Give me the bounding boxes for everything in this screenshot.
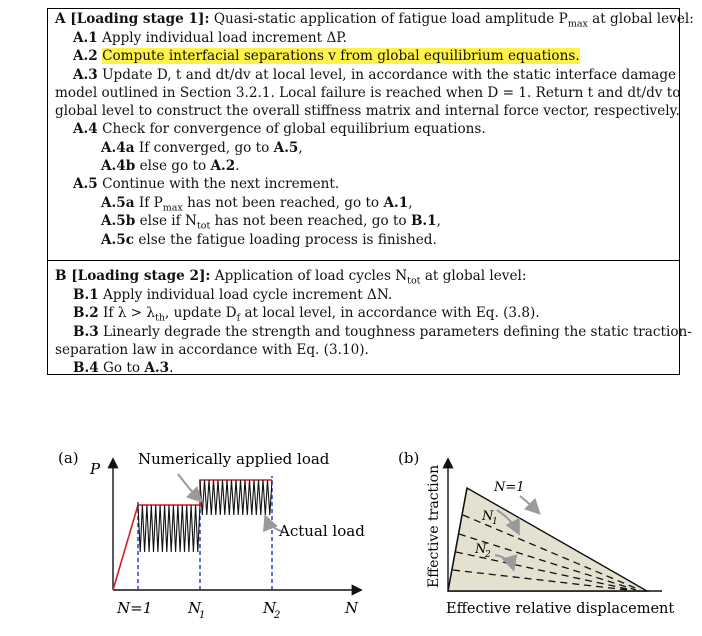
panel-a-tick-n1: N=1 — [117, 599, 153, 617]
svg-text:N: N — [263, 599, 277, 617]
algorithm-box — [47, 8, 694, 376]
panel-a-label: (a) — [58, 449, 79, 467]
step-a5a: A.5a If $P_{max}$ has not been reached, go to A.1, — [101, 195, 413, 214]
panel-a-annotation-actual: Actual load — [279, 522, 365, 540]
svg-text:1: 1 — [199, 610, 206, 621]
panel-b-label-n1: N=1 — [494, 480, 525, 495]
step-b3-line2: separation law in accordance with Eq. (3.10). — [55, 342, 369, 358]
step-a4a: A.4a If converged, go to A.5, — [101, 140, 303, 156]
step-a4b: A.4b else go to A.2. — [101, 158, 240, 174]
step-b4: B.4 Go to A.3. — [73, 360, 174, 376]
stage-separator — [48, 260, 679, 261]
panel-a-oscillation-stage1 — [138, 505, 200, 552]
step-a3-line1: A.3 Update D, t and dt/dv at local level, in accordance with the static interface damage — [73, 67, 677, 83]
svg-text:N: N — [475, 542, 487, 557]
svg-text:N: N — [188, 599, 202, 617]
panel-a-x-axis-label: N — [345, 599, 359, 617]
svg-text:2: 2 — [485, 550, 491, 560]
stage-b-header: B [Loading stage 2]: Application of load cycles $N_{tot}$ at global level: — [55, 268, 527, 287]
panel-b-x-axis-label: Effective relative displacement — [446, 601, 675, 617]
step-a1: A.1 Apply individual load increment ΔP. — [73, 30, 347, 46]
panel-a — [58, 449, 365, 621]
panel-a-tick-n2 — [262, 599, 280, 621]
step-b1: B.1 Apply individual load cycle increment ΔN. — [73, 287, 393, 303]
panel-b — [398, 449, 674, 617]
svg-text:N: N — [482, 509, 494, 524]
panel-a-y-axis-label: P — [90, 460, 101, 478]
panel-a-arrow-applied — [178, 474, 200, 500]
svg-text:2: 2 — [274, 610, 281, 621]
step-a3-line2: model outlined in Section 3.2.1. Local failure is reached when D = 1. Return t and dt/dv to — [55, 85, 681, 101]
panel-b-y-axis-label: Effective traction — [426, 464, 442, 588]
step-a3-line3: global level to construct the overall stiffness matrix and internal force vector, respectively. — [55, 103, 680, 119]
step-a2: A.2 Compute interfacial separations v from global equilibrium equations. — [73, 48, 580, 64]
svg-text:1: 1 — [492, 517, 498, 527]
step-a5: A.5 Continue with the next increment. — [73, 176, 340, 192]
step-a4: A.4 Check for convergence of global equilibrium equations. — [73, 121, 486, 137]
step-a5c: A.5c else the fatigue loading process is finished. — [101, 232, 437, 248]
panel-a-oscillation-stage2 — [200, 480, 272, 515]
step-b3-line1: B.3 Linearly degrade the strength and toughness parameters defining the static traction- — [73, 324, 692, 340]
panel-b-arrow-n1 — [520, 496, 538, 512]
stage-a-header: A [Loading stage 1]: Quasi-static application of fatigue load amplitude $P_{max}$ at global level: — [55, 11, 694, 30]
step-a5b: A.5b else if $N_{tot}$ has not been reached, go to B.1, — [101, 213, 441, 232]
panel-b-traction-envelope — [448, 488, 647, 591]
panel-a-annotation-applied: Numerically applied load — [138, 450, 330, 468]
figure-area — [0, 440, 702, 636]
panel-b-label: (b) — [398, 449, 420, 467]
panel-a-tick-ni — [187, 599, 205, 621]
step-b2: B.2 If $\lambda > \lambda_{th}$, update $D_f$ at local level, in accordance with Eq. (3.8). — [73, 305, 540, 324]
